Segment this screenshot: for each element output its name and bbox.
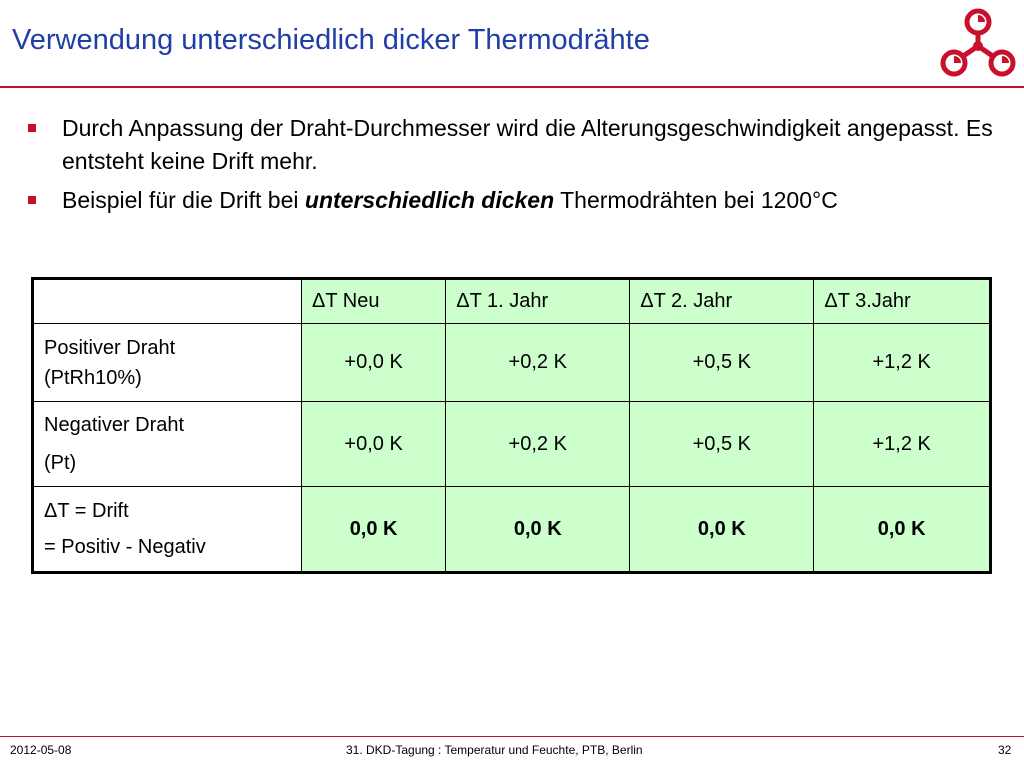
row-label bbox=[33, 402, 302, 487]
table-cell: +0,2 K bbox=[446, 402, 630, 487]
row-label-line: Negativer Draht bbox=[44, 414, 185, 436]
table-row bbox=[33, 324, 991, 402]
table-cell: 0,0 K bbox=[630, 487, 814, 573]
triskelion-logo-icon bbox=[938, 6, 1018, 82]
bullet-item bbox=[28, 184, 998, 217]
table-header-cell: ΔT 1. Jahr bbox=[446, 279, 630, 324]
row-label-line: (PtRh10%) bbox=[44, 366, 142, 389]
footer-date: 2012-05-08 bbox=[10, 743, 72, 757]
row-label bbox=[33, 487, 302, 573]
row-label-line: (Pt) bbox=[44, 452, 77, 474]
table-header-cell: ΔT Neu bbox=[302, 279, 446, 324]
table-cell: +0,2 K bbox=[446, 324, 630, 402]
bullet-list bbox=[28, 112, 998, 223]
table-cell: +0,5 K bbox=[630, 324, 814, 402]
table-cell: +0,0 K bbox=[302, 324, 446, 402]
table-row bbox=[33, 402, 991, 487]
bullet-text: Durch Anpassung der Draht-Durchmesser wird die Alterungsgeschwindigkeit angepasst. Es entsteht keine Drift mehr. bbox=[62, 115, 993, 174]
table-header-row bbox=[33, 279, 991, 324]
table-cell: +1,2 K bbox=[814, 402, 991, 487]
bullet-square-icon bbox=[28, 124, 36, 132]
table-cell: 0,0 K bbox=[446, 487, 630, 573]
table-cell: +1,2 K bbox=[814, 324, 991, 402]
footer-page-number: 32 bbox=[998, 743, 1012, 757]
row-label-line: Positiver Draht bbox=[44, 336, 176, 359]
table-cell: 0,0 K bbox=[814, 487, 991, 573]
table-header-cell: ΔT 3.Jahr bbox=[814, 279, 991, 324]
bullet-text-post: Thermodrähten bei 1200°C bbox=[554, 187, 838, 213]
footer-divider bbox=[0, 736, 1024, 737]
bullet-text-emphasis: unterschiedlich dicken bbox=[304, 187, 555, 213]
table-cell: +0,0 K bbox=[302, 402, 446, 487]
table-cell: +0,5 K bbox=[630, 402, 814, 487]
row-label-line: = Positiv - Negativ bbox=[44, 536, 206, 558]
row-label-line: ΔT = Drift bbox=[44, 500, 129, 522]
row-label bbox=[33, 324, 302, 402]
table-row bbox=[33, 487, 991, 573]
bullet-text-pre: Beispiel für die Drift bei bbox=[62, 187, 305, 213]
table-header-cell bbox=[33, 279, 302, 324]
bullet-item bbox=[28, 112, 998, 178]
bullet-square-icon bbox=[28, 196, 36, 204]
drift-table bbox=[31, 277, 992, 574]
footer-event: 31. DKD-Tagung : Temperatur und Feuchte, PTB, Berlin bbox=[346, 743, 643, 757]
table-cell: 0,0 K bbox=[302, 487, 446, 573]
title-divider bbox=[0, 86, 1024, 88]
slide-title: Verwendung unterschiedlich dicker Thermodrähte bbox=[12, 24, 650, 56]
table-header-cell: ΔT 2. Jahr bbox=[630, 279, 814, 324]
